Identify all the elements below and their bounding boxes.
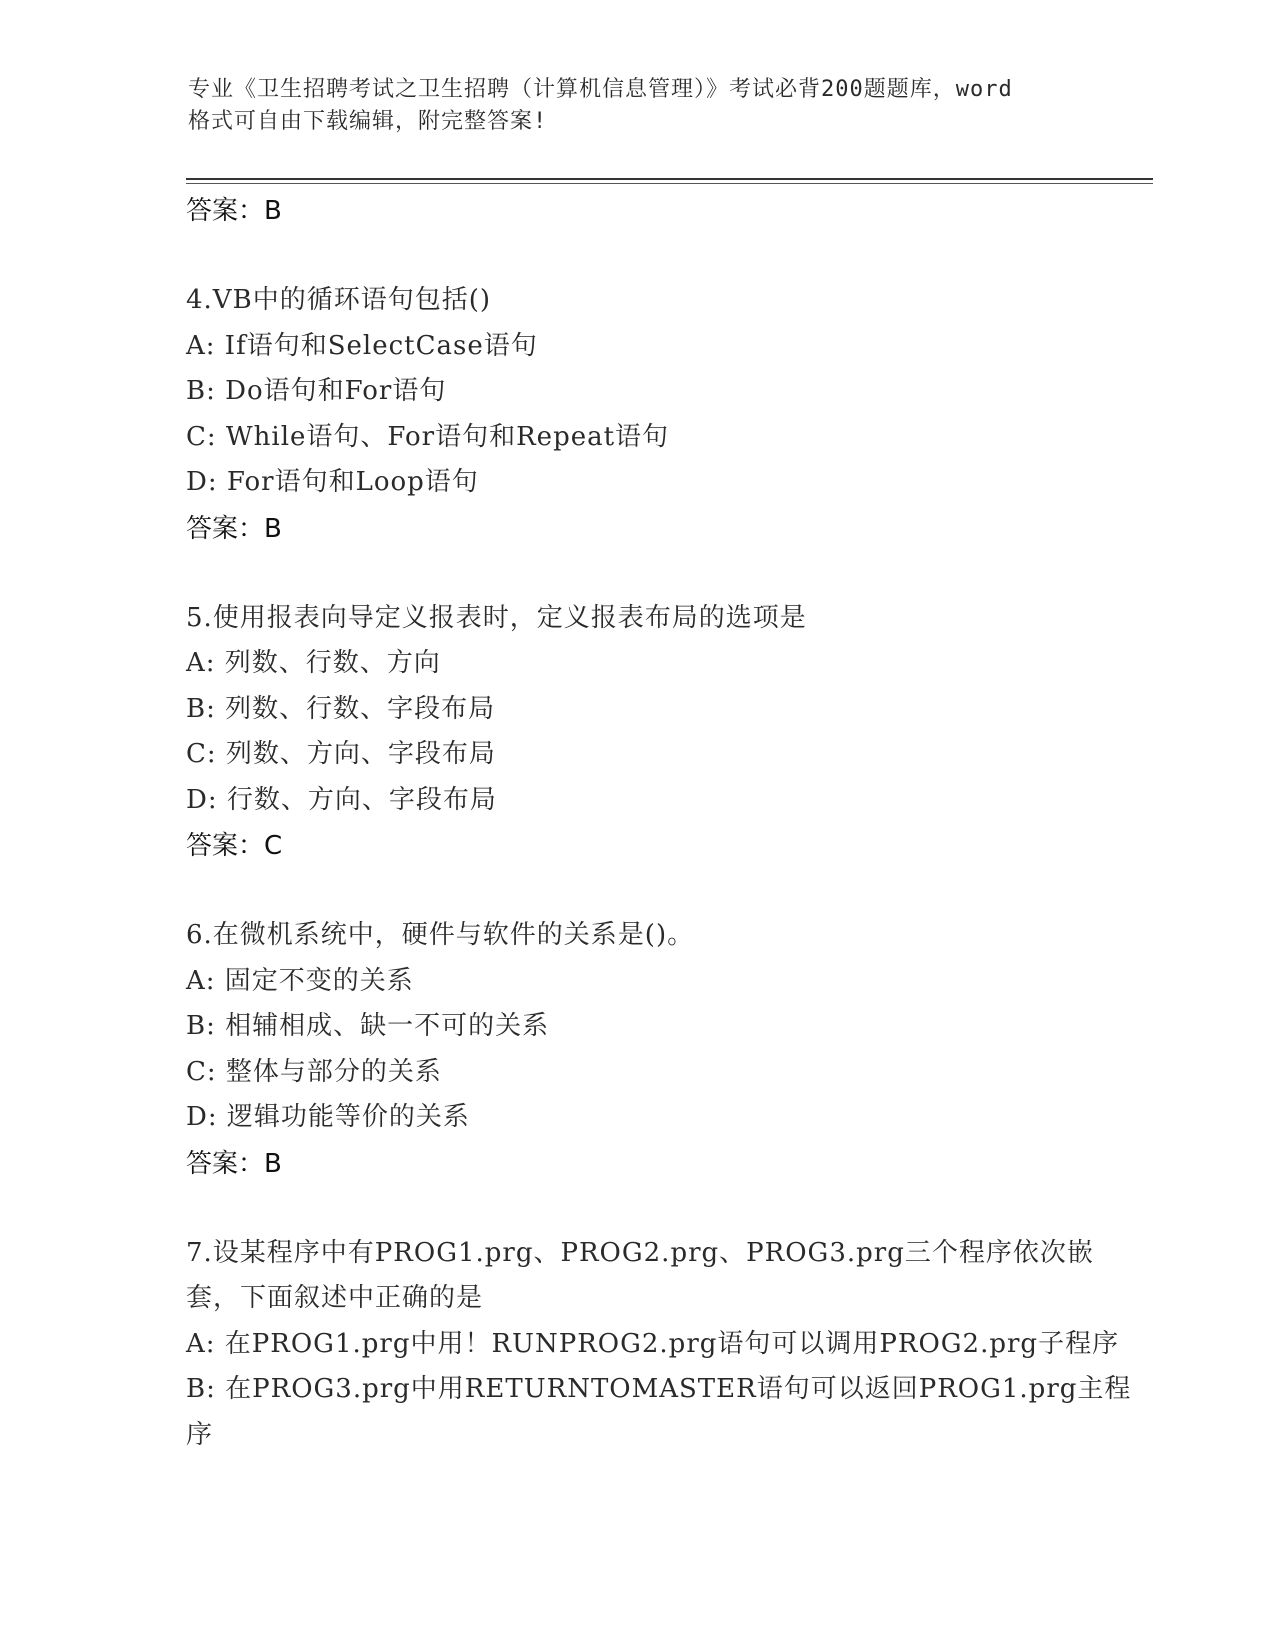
spacer (186, 1187, 1126, 1231)
option-b: B: Do语句和For语句 (186, 376, 447, 406)
question-text-line-1: 7.设某程序中有PROG1.prg、PROG2.prg、PROG3.prg三个程序依次嵌 (186, 1237, 1094, 1268)
spacer (186, 869, 1126, 913)
document-header (188, 74, 1088, 138)
question-4 (186, 278, 1126, 506)
header-divider-thin (186, 183, 1153, 184)
option-a: A: 列数、行数、方向 (186, 648, 441, 678)
header-divider-thick (186, 178, 1153, 180)
question-text-line-2: 套，下面叙述中正确的是 (186, 1283, 484, 1313)
option-d: D: 逻辑功能等价的关系 (186, 1102, 470, 1132)
spacer (186, 234, 1126, 278)
answer-q4: 答案：B (186, 513, 282, 544)
answer-q5: 答案：C (186, 831, 283, 861)
question-6 (186, 913, 1126, 1141)
option-a: A: 固定不变的关系 (186, 965, 414, 996)
question-text: 4.VB中的循环语句包括() (186, 285, 491, 315)
question-text: 6.在微机系统中，硬件与软件的关系是()。 (186, 920, 695, 950)
option-a: A: If语句和SelectCase语句 (186, 330, 538, 361)
option-c: C: 列数、方向、字段布局 (186, 739, 496, 769)
option-a: A: 在PROG1.prg中用！RUNPROG2.prg语句可以调用PROG2.prg子程序 (186, 1328, 1120, 1359)
answer-q6: 答案：B (186, 1148, 282, 1179)
option-d: D: 行数、方向、字段布局 (186, 784, 497, 815)
header-line-2: 格式可自由下载编辑，附完整答案! (188, 109, 548, 134)
option-c: C: 整体与部分的关系 (186, 1056, 442, 1087)
question-list (186, 188, 1132, 1458)
option-d: D: For语句和Loop语句 (186, 467, 479, 497)
header-line-1: 专业《卫生招聘考试之卫生招聘（计算机信息管理）》考试必背200题题库，word (188, 77, 1013, 102)
answer-q3: 答案：B (186, 196, 282, 226)
question-7 (186, 1231, 1132, 1459)
option-c: C: While语句、For语句和Repeat语句 (186, 421, 670, 452)
spacer (186, 552, 1126, 596)
option-b: B: 列数、行数、字段布局 (186, 693, 496, 724)
option-b-line-1: B: 在PROG3.prg中用RETURNTOMASTER语句可以返回PROG1.prg主程 (186, 1374, 1132, 1404)
question-5 (186, 596, 1126, 824)
option-b: B: 相辅相成、缺一不可的关系 (186, 1011, 550, 1041)
option-b-line-2: 序 (186, 1419, 214, 1450)
question-text: 5.使用报表向导定义报表时，定义报表布局的选项是 (186, 602, 807, 633)
